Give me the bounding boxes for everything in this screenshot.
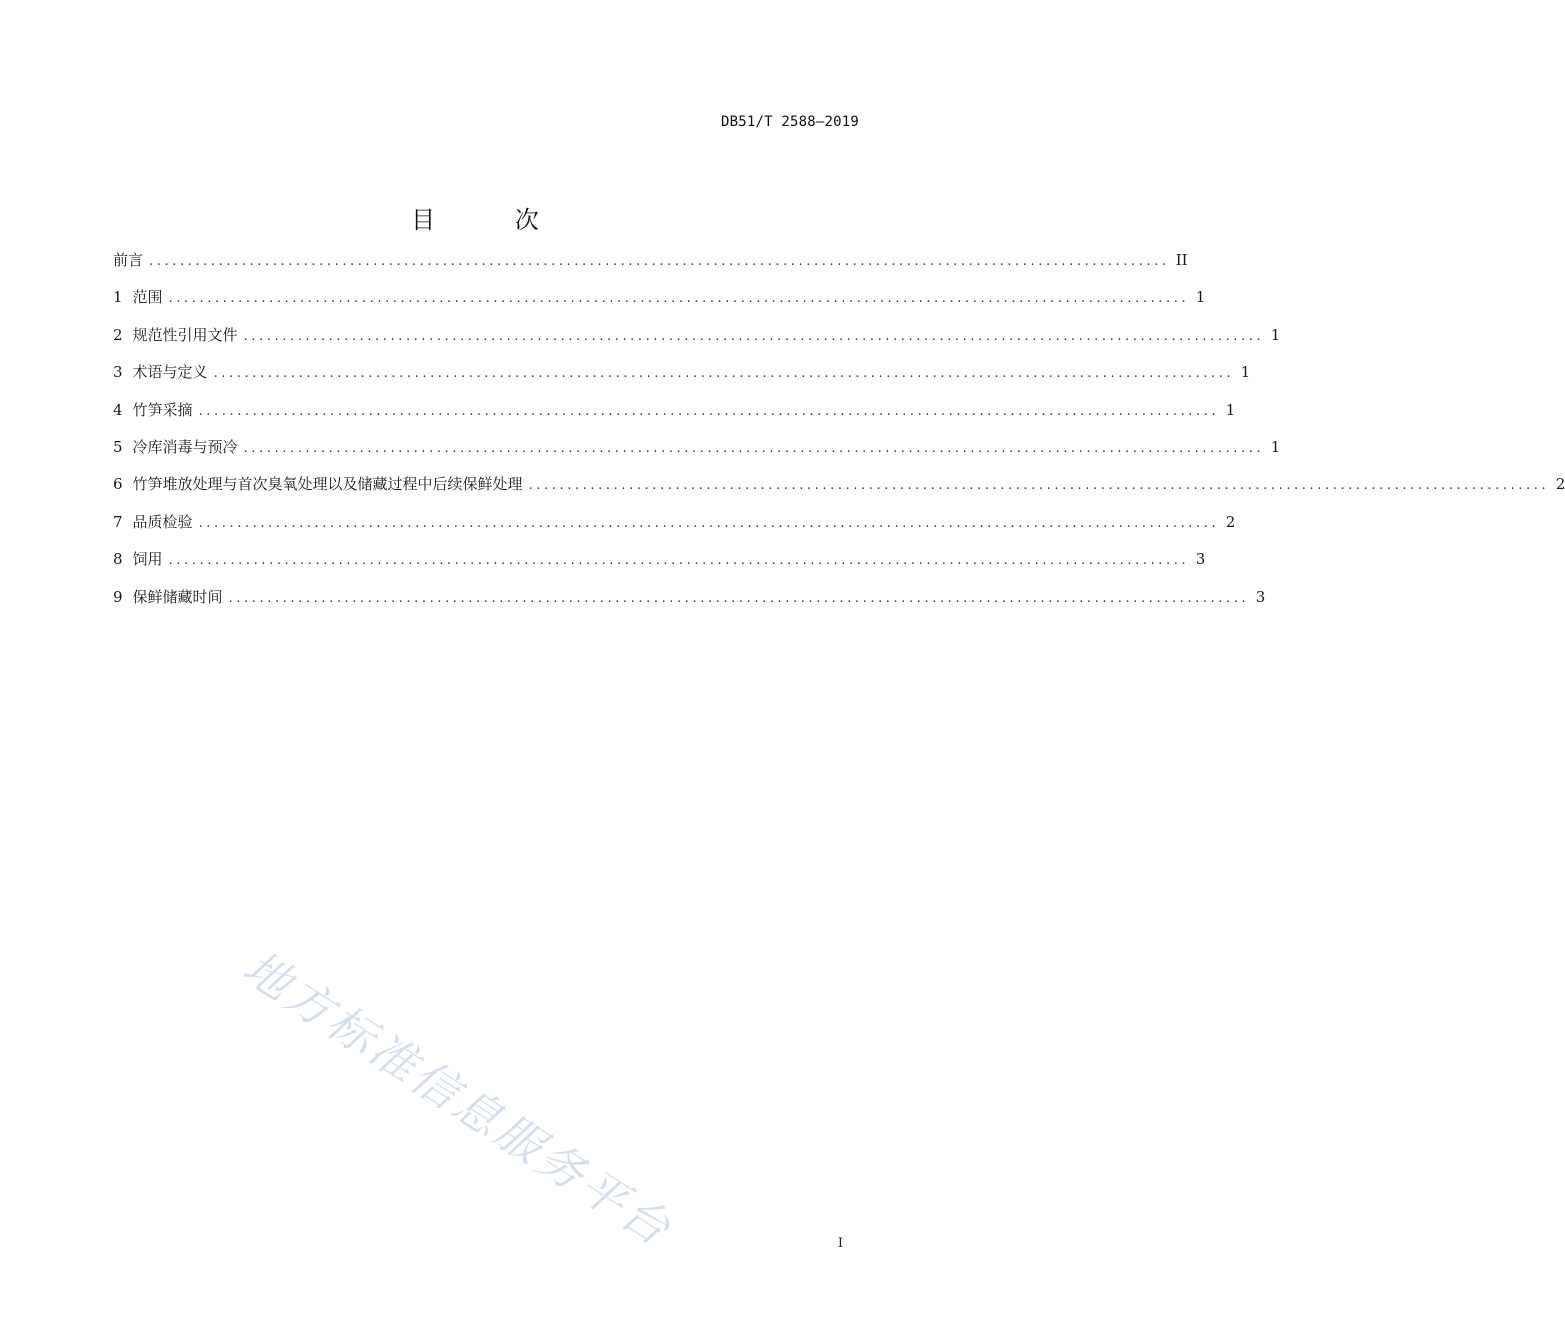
- toc-entry-label: 术语与定义: [132, 363, 208, 382]
- dot-leader: ....................................................................................................................................: [213, 366, 1235, 382]
- dot-leader: ....................................................................................................................................: [528, 478, 1550, 494]
- toc-entry-label: 前言: [113, 251, 144, 269]
- toc-entry-label: 竹笋堆放处理与首次臭氧处理以及储藏过程中后续保鲜处理: [132, 475, 523, 494]
- toc-entry-page: 3: [1195, 550, 1206, 569]
- toc-entry-quality-inspection[interactable]: [113, 508, 1236, 545]
- page-number: I: [837, 1236, 843, 1251]
- toc-entry-number: 8: [113, 550, 123, 569]
- toc-entry-number: 4: [113, 400, 123, 419]
- toc-entry-number: 3: [113, 363, 123, 382]
- dot-leader: ....................................................................................................................................: [228, 590, 1250, 606]
- toc-entry-storage-time[interactable]: [113, 583, 1266, 620]
- toc-entry-page: 1: [1240, 363, 1251, 382]
- toc-entry-page: II: [1175, 251, 1188, 269]
- watermark: 地方标准信息服务平台: [233, 939, 683, 1258]
- toc-entry-label: 品质检验: [132, 512, 193, 531]
- toc-entry-number: 9: [113, 587, 123, 606]
- standard-code: DB51/T 2588—2019: [720, 114, 859, 130]
- table-of-contents: [113, 246, 1565, 620]
- toc-entry-harvesting[interactable]: [113, 396, 1236, 433]
- toc-entry-label: 保鲜储藏时间: [132, 587, 223, 606]
- toc-entry-page: 2: [1555, 475, 1565, 494]
- toc-entry-page: 1: [1225, 400, 1236, 419]
- dot-leader: ....................................................................................................................................: [243, 328, 1265, 344]
- dot-leader: ....................................................................................................................................: [198, 403, 1220, 419]
- toc-entry-number: 6: [113, 475, 123, 494]
- toc-entry-foreword[interactable]: [113, 246, 1188, 283]
- toc-entry-label: 饲用: [132, 550, 163, 569]
- toc-entry-label: 规范性引用文件: [132, 325, 238, 344]
- dot-leader: ....................................................................................................................................: [168, 553, 1190, 569]
- toc-entry-number: 1: [113, 288, 123, 307]
- toc-entry-feed-use[interactable]: [113, 545, 1206, 582]
- toc-entry-stacking-ozone[interactable]: [113, 470, 1565, 507]
- toc-entry-number: 7: [113, 512, 123, 531]
- toc-entry-page: 2: [1225, 512, 1236, 531]
- toc-entry-label: 竹笋采摘: [132, 400, 193, 419]
- toc-entry-normative-references[interactable]: [113, 321, 1281, 358]
- toc-entry-label: 范围: [132, 288, 163, 307]
- toc-entry-number: 2: [113, 325, 123, 344]
- toc-entry-terms[interactable]: [113, 358, 1251, 395]
- toc-entry-cold-storage[interactable]: [113, 433, 1281, 470]
- toc-entry-page: 3: [1255, 587, 1266, 606]
- dot-leader: ....................................................................................................................................: [149, 254, 1170, 269]
- dot-leader: ....................................................................................................................................: [168, 291, 1190, 307]
- toc-entry-scope[interactable]: [113, 283, 1206, 320]
- dot-leader: ....................................................................................................................................: [198, 515, 1220, 531]
- toc-entry-number: 5: [113, 437, 123, 456]
- toc-entry-label: 冷库消毒与预冷: [132, 437, 238, 456]
- toc-entry-page: 1: [1270, 325, 1281, 344]
- toc-entry-page: 1: [1195, 288, 1206, 307]
- page-title: 目 次: [411, 206, 575, 234]
- dot-leader: ....................................................................................................................................: [243, 440, 1265, 456]
- toc-entry-page: 1: [1270, 437, 1281, 456]
